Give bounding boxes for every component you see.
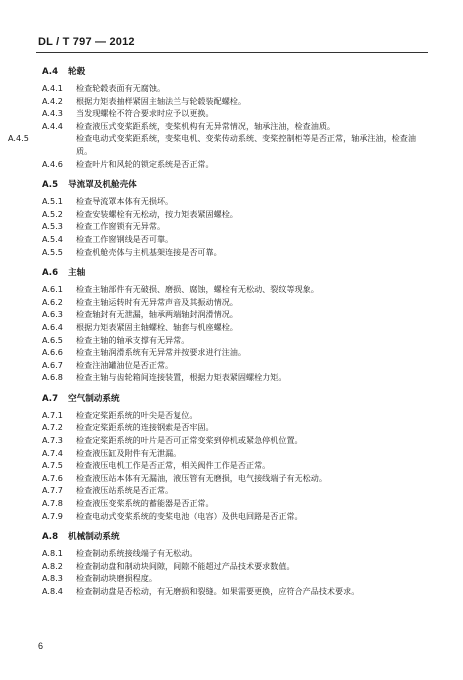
- clause-text: 检查主轴的轴承支撑有无异常。: [76, 334, 190, 345]
- clause-number: A.7.1: [42, 409, 63, 420]
- clause-text: 检查液压电机工作是否正常，相关阀件工作是否正常。: [76, 460, 271, 471]
- clause-text: 检查安装螺栓有无松动，按力矩表紧固螺栓。: [76, 208, 238, 219]
- section-number: A.8: [42, 532, 59, 543]
- clause-number: A.5.2: [42, 208, 63, 219]
- section-number: A.4: [42, 67, 59, 77]
- section-heading-text: 导流罩及机舱壳体: [68, 180, 137, 191]
- clause-item: [8, 132, 432, 157]
- clause-number: A.7.3: [42, 435, 63, 446]
- section-a-8: [42, 531, 432, 597]
- clause-text: 检查液压站本体有无漏油，液压管有无磨损，电气接线端子有无松动。: [76, 472, 327, 483]
- clause-item: [42, 434, 432, 447]
- clause-text: 检查主轴部件有无破损、磨损、腐蚀，螺栓有无松动、裂纹等现象。: [76, 284, 319, 295]
- clause-number: A.6.5: [42, 334, 63, 345]
- clause-number: A.7.8: [42, 498, 63, 509]
- section-a-4: [8, 66, 432, 170]
- clause-item: [42, 246, 432, 259]
- clause-number: A.7.7: [42, 485, 63, 496]
- clause-number: A.5.4: [42, 233, 63, 244]
- clause-item: [42, 447, 432, 460]
- clause-text: 检查电动式变桨距系统，变桨电机、变桨传动系统、变桨控制柜等是否正常，轴承注油，检查油质。: [76, 133, 416, 156]
- clause-number: A.8.3: [42, 573, 63, 584]
- clause-item: [42, 371, 432, 384]
- section-title: [42, 179, 432, 191]
- clause-item: [42, 208, 432, 221]
- section-heading-text: 轮毂: [68, 67, 86, 77]
- clause-text: 检查制动系统接线端子有无松动。: [76, 548, 198, 559]
- clause-text: 检查液压缸及附件有无泄漏。: [76, 447, 182, 458]
- clause-item: [42, 283, 432, 296]
- clause-item: [42, 120, 432, 133]
- clause-text: 检查轴封有无泄漏，轴承两端轴封润滑情况。: [76, 309, 238, 320]
- clause-item: [42, 472, 432, 485]
- clause-number: A.4.3: [42, 108, 63, 119]
- clause-text: 检查液压变桨系统的蓄能器是否正常。: [76, 498, 214, 509]
- clause-text: 检查工作窗钢线是否可靠。: [76, 233, 174, 244]
- clause-item: [42, 95, 432, 108]
- clause-number: A.6.6: [42, 347, 63, 358]
- clause-item: [42, 484, 432, 497]
- clause-text: 检查定桨距系统的叶尖是否复位。: [76, 409, 198, 420]
- section-a-7: [42, 393, 432, 522]
- clause-item: [42, 308, 432, 321]
- clause-text: 检查液压站系统是否正常。: [76, 485, 174, 496]
- clause-text: 检查电动式变桨系统的变桨电池（电容）及供电回路是否正常。: [76, 510, 303, 521]
- section-number: A.6: [42, 268, 59, 279]
- clause-number: A.8.2: [42, 560, 63, 571]
- clause-number: A.4.1: [42, 83, 63, 93]
- clause-number: A.6.3: [42, 309, 63, 320]
- clause-number: A.7.4: [42, 447, 63, 458]
- section-number: A.7: [42, 393, 59, 404]
- clause-item: [42, 409, 432, 422]
- section-title: [42, 531, 432, 543]
- clause-number: A.5.1: [42, 196, 63, 207]
- clause-number: A.6.1: [42, 284, 63, 295]
- clause-text: 检查主轴润滑系统有无异常并按要求进行注油。: [76, 347, 246, 358]
- clause-number: A.8.4: [42, 586, 63, 596]
- clause-text: 检查液压式变桨距系统，变桨机构有无异常情况，轴承注油，检查油质。: [76, 120, 336, 131]
- clause-number: A.7.2: [42, 422, 63, 433]
- section-title: [42, 267, 432, 279]
- clause-item: [42, 220, 432, 233]
- clause-number: A.6.4: [42, 321, 63, 332]
- document-body: [8, 66, 432, 607]
- clause-text: 检查制动盘和制动块间隙，间隙不能超过产品技术要求数值。: [76, 560, 295, 571]
- clause-text: 检查导流罩本体有无损坏。: [76, 196, 174, 207]
- clause-number: A.5.5: [42, 246, 63, 257]
- clause-item: [42, 497, 432, 510]
- clause-text: 检查叶片和风轮的锁定系统是否正常。: [76, 158, 214, 169]
- clause-text: 检查工作窗锁有无异常。: [76, 221, 166, 232]
- section-title: [42, 393, 432, 405]
- clause-item: [42, 107, 432, 120]
- clause-text: 检查轮毂表面有无腐蚀。: [76, 83, 166, 93]
- clause-text: 检查注油罐油位是否正常。: [76, 359, 174, 370]
- clause-number: A.7.9: [42, 510, 63, 521]
- clause-number: A.6.7: [42, 359, 63, 370]
- clause-item: [42, 547, 432, 560]
- clause-number: A.5.3: [42, 221, 63, 232]
- clause-text: 检查机舱壳体与主机基架连接是否可靠。: [76, 246, 222, 257]
- clause-item: [42, 296, 432, 309]
- clause-number: A.4.5: [8, 133, 29, 144]
- clause-number: A.4.2: [42, 95, 63, 106]
- clause-text: 检查定桨距系统的连接钢索是否牢固。: [76, 422, 214, 433]
- section-title: [42, 66, 432, 78]
- clause-number: A.4.6: [42, 158, 63, 169]
- clause-number: A.8.1: [42, 548, 63, 559]
- clause-text: 检查制动块磨损程度。: [76, 573, 157, 584]
- clause-number: A.6.2: [42, 296, 63, 307]
- header-rule: [36, 52, 428, 53]
- section-heading-text: 空气制动系统: [68, 393, 120, 404]
- clause-number: A.7.6: [42, 472, 63, 483]
- clause-item: [42, 560, 432, 573]
- clause-item: [42, 346, 432, 359]
- clause-item: [42, 510, 432, 523]
- section-a-5: [42, 179, 432, 258]
- clause-text: 检查主轴运转时有无异常声音及其振动情况。: [76, 296, 238, 307]
- clause-number: A.6.8: [42, 372, 63, 383]
- clause-item: [42, 158, 432, 171]
- clause-text: 根据力矩表抽样紧固主轴法兰与轮毂装配螺栓。: [76, 95, 246, 106]
- clause-text: 当发现螺栓不符合要求时应予以更换。: [76, 108, 214, 119]
- section-heading-text: 主轴: [68, 268, 86, 279]
- clause-item: [42, 359, 432, 372]
- clause-item: [42, 195, 432, 208]
- clause-item: [42, 334, 432, 347]
- section-number: A.5: [42, 180, 59, 191]
- clause-text: 检查定桨距系统的叶片是否可正常变桨到停机或紧急停机位置。: [76, 435, 303, 446]
- clause-item: [42, 321, 432, 334]
- clause-item: [42, 572, 432, 585]
- clause-number: A.7.5: [42, 460, 63, 471]
- document-code-header: DL / T 797 — 2012: [38, 36, 135, 48]
- clause-number: A.4.4: [42, 120, 63, 131]
- section-a-6: [42, 267, 432, 384]
- clause-text: 检查制动盘是否松动，有无磨损和裂缝。如果需要更换，应符合产品技术要求。: [76, 586, 360, 596]
- page-number: 6: [38, 641, 44, 651]
- clause-item: [42, 82, 432, 95]
- clause-item: [42, 585, 432, 598]
- section-heading-text: 机械制动系统: [68, 532, 120, 543]
- clause-text: 根据力矩表紧固主轴螺栓、轴套与机座螺栓。: [76, 321, 238, 332]
- clause-item: [42, 459, 432, 472]
- clause-item: [42, 421, 432, 434]
- clause-item: [42, 233, 432, 246]
- clause-text: 检查主轴与齿轮箱间连接装置，根据力矩表紧固螺栓力矩。: [76, 372, 287, 383]
